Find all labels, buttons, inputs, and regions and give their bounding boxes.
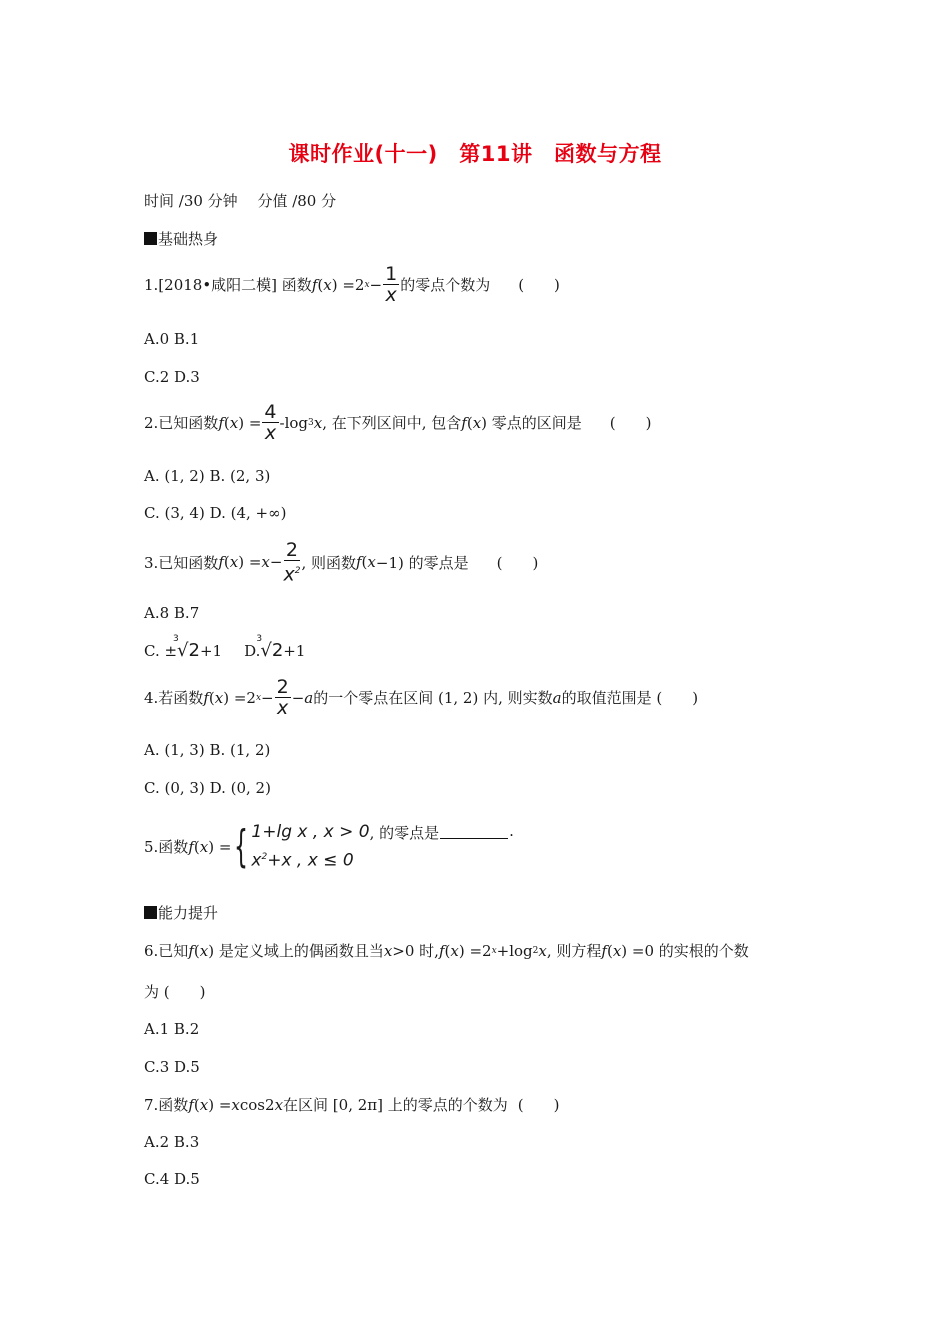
fraction: $\frac{1}{x}$ [385,263,398,306]
question-3-options-ab: A.8 B.7 [144,604,200,622]
question-1-options-ab: A.0 B.1 [144,330,200,348]
question-3: 3.已知函数 f ( x ) = x − $\frac{2}{x^2}$ , 则函数 f ( x −1) 的零点是 ( ) [144,539,539,586]
section-header-advanced [144,902,218,923]
page-title: 课时作业(十一) 第11讲 函数与方程 [288,142,662,166]
section-header-basic [144,228,218,249]
question-2: 2.已知函数 f ( x ) = $\frac{4}{x}$ -log 3 x , 在下列区间中, 包含 f ( x ) 零点的区间是 ( ) [144,401,652,444]
question-2-options-cd: C. (3, 4) D. (4, +∞) [144,504,287,522]
section-title: 能力提升 [158,904,219,922]
time-score-info: 时间 ∕30 分钟 分值 ∕80 分 [144,192,337,210]
question-5: 5.函数 f ( x ) = { 1+lg x , x > 0 $x^2+x$ , x ≤ 0 , 的零点是 . [144,820,514,872]
question-4: 4.若函数 f ( x ) =2 x − $\frac{2}{x}$ − a 的一个零点在区间 (1, 2) 内, 则实数 a 的取值范围是 ( ) [144,676,699,719]
question-4-options-ab: A. (1, 3) B. (1, 2) [144,741,271,759]
question-6-continuation: 为 ( ) [144,983,206,1001]
question-2-options-ab: A. (1, 2) B. (2, 3) [144,467,271,485]
fraction: $\frac{2}{x}$ [276,676,289,719]
question-6: 6.已知 f ( x ) 是定义域上的偶函数且当 x >0 时, f ( x ) =2 x +log 2 x , 则方程 f ( x ) =0 的实根的个数 [144,941,749,960]
question-7-options-cd: C.4 D.5 [144,1170,200,1188]
section-title: 基础热身 [158,230,219,248]
cube-root-symbol: 3 √2 [256,634,284,661]
question-4-options-cd: C. (0, 3) D. (0, 2) [144,779,271,797]
fraction: $\frac{4}{x}$ [264,401,277,444]
question-6-options-cd: C.3 D.5 [144,1058,200,1076]
piecewise-function: { 1+lg x , x > 0 $x^2+x$ , x ≤ 0 [234,820,370,872]
fraction: $\frac{2}{x^2}$ [283,539,301,586]
question-1: 1.[2018•咸阳二模] 函数 f ( x ) =2 x − $\frac{1}{x}$ 的零点个数为 ( ) [144,263,560,306]
section-marker-icon [144,232,157,245]
cube-root-symbol: 3 √2 [173,634,200,661]
question-3-options-cd: C. ± 3 √2 +1 D. 3 √2 +1 [144,634,306,661]
question-1-options-cd: C.2 D.3 [144,368,200,386]
section-marker-icon [144,906,157,919]
question-6-options-ab: A.1 B.2 [144,1020,200,1038]
question-7-options-ab: A.2 B.3 [144,1133,200,1151]
answer-blank[interactable] [440,824,508,839]
question-7: 7.函数 f ( x ) = x cos2 x 在区间 [0, 2π] 上的零点的个数为 ( ) [144,1095,560,1114]
